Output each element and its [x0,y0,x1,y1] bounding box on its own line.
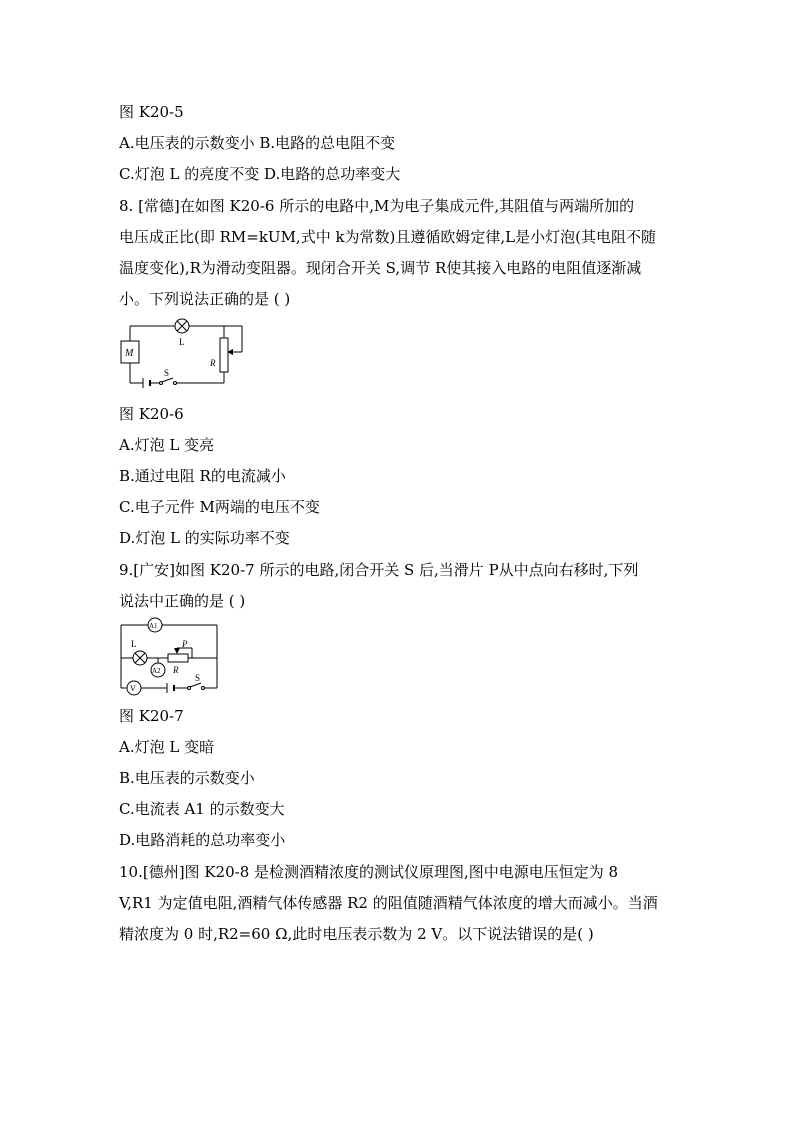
q10-stem-line-1: 10.[德州]图 K20-8 是检测酒精浓度的测试仪原理图,图中电源电压恒定为 8 [119,863,619,881]
q9-option-c: C.电流表 A1 的示数变大 [119,800,285,818]
q8-stem-line-4: 小。下列说法正确的是 ( ) [119,290,291,308]
q10-stem-line-3: 精浓度为 0 时,R2=60 Ω,此时电压表示数为 2 V。以下说法错误的是( ) [119,925,594,943]
rheostat-r [168,654,188,662]
q8-option-a: A.灯泡 L 变亮 [119,436,215,454]
q7-options-cd: C.灯泡 L 的亮度不变 D.电路的总功率变大 [119,165,401,183]
label-lamp-l: L [179,337,185,347]
label-r: R [173,665,179,675]
q8-option-c: C.电子元件 M两端的电压不变 [119,498,320,516]
figure-caption-k20-5: 图 K20-5 [119,103,184,121]
switch-icon [160,378,177,385]
rheostat-r [220,338,228,372]
figure-caption-k20-7: 图 K20-7 [119,707,184,725]
label-a2: A2 [152,667,161,675]
label-a1: A1 [149,622,158,630]
q9-option-d: D.电路消耗的总功率变小 [119,831,286,849]
slider-p-arrowhead [174,648,180,654]
circuit-diagram-k20-6 [117,316,247,394]
q8-option-d: D.灯泡 L 的实际功率不变 [119,529,290,547]
q7-options-ab: A.电压表的示数变小 B.电路的总电阻不变 [119,134,396,152]
label-p: P [182,639,188,649]
q9-stem-line-1: 9.[广安]如图 K20-7 所示的电路,闭合开关 S 后,当滑片 P从中点向右移时,下列 [119,561,639,579]
q8-stem-line-1: 8. [常德]在如图 K20-6 所示的电路中,M为电子集成元件,其阻值与两端所加的 [119,197,635,215]
label-s: S [164,368,170,378]
label-v: V [130,684,136,693]
lamp-icon [175,319,189,333]
label-r: R [210,358,216,368]
q8-stem-line-3: 温度变化),R为滑动变阻器。现闭合开关 S,调节 R使其接入电路的电阻值逐渐减 [119,259,642,277]
battery-icon [167,683,174,693]
q9-stem-line-2: 说法中正确的是 ( ) [119,592,246,610]
circuit-diagram-k20-7 [117,615,225,699]
q9-option-b: B.电压表的示数变小 [119,769,255,787]
lamp-icon [133,651,147,665]
switch-icon [188,683,205,690]
label-m: M [125,348,134,359]
label-s: S [195,673,201,683]
q8-option-b: B.通过电阻 R的电流减小 [119,467,286,485]
q9-option-a: A.灯泡 L 变暗 [119,738,215,756]
figure-caption-k20-6: 图 K20-6 [119,405,184,423]
label-lamp-l: L [131,639,137,649]
q8-stem-line-2: 电压成正比(即 RM=kUM,式中 k为常数)且遵循欧姆定律,L是小灯泡(其电阻不随 [119,228,656,246]
battery-icon [143,378,150,388]
q10-stem-line-2: V,R1 为定值电阻,酒精气体传感器 R2 的阻值随酒精气体浓度的增大而减小。当酒 [119,894,658,912]
